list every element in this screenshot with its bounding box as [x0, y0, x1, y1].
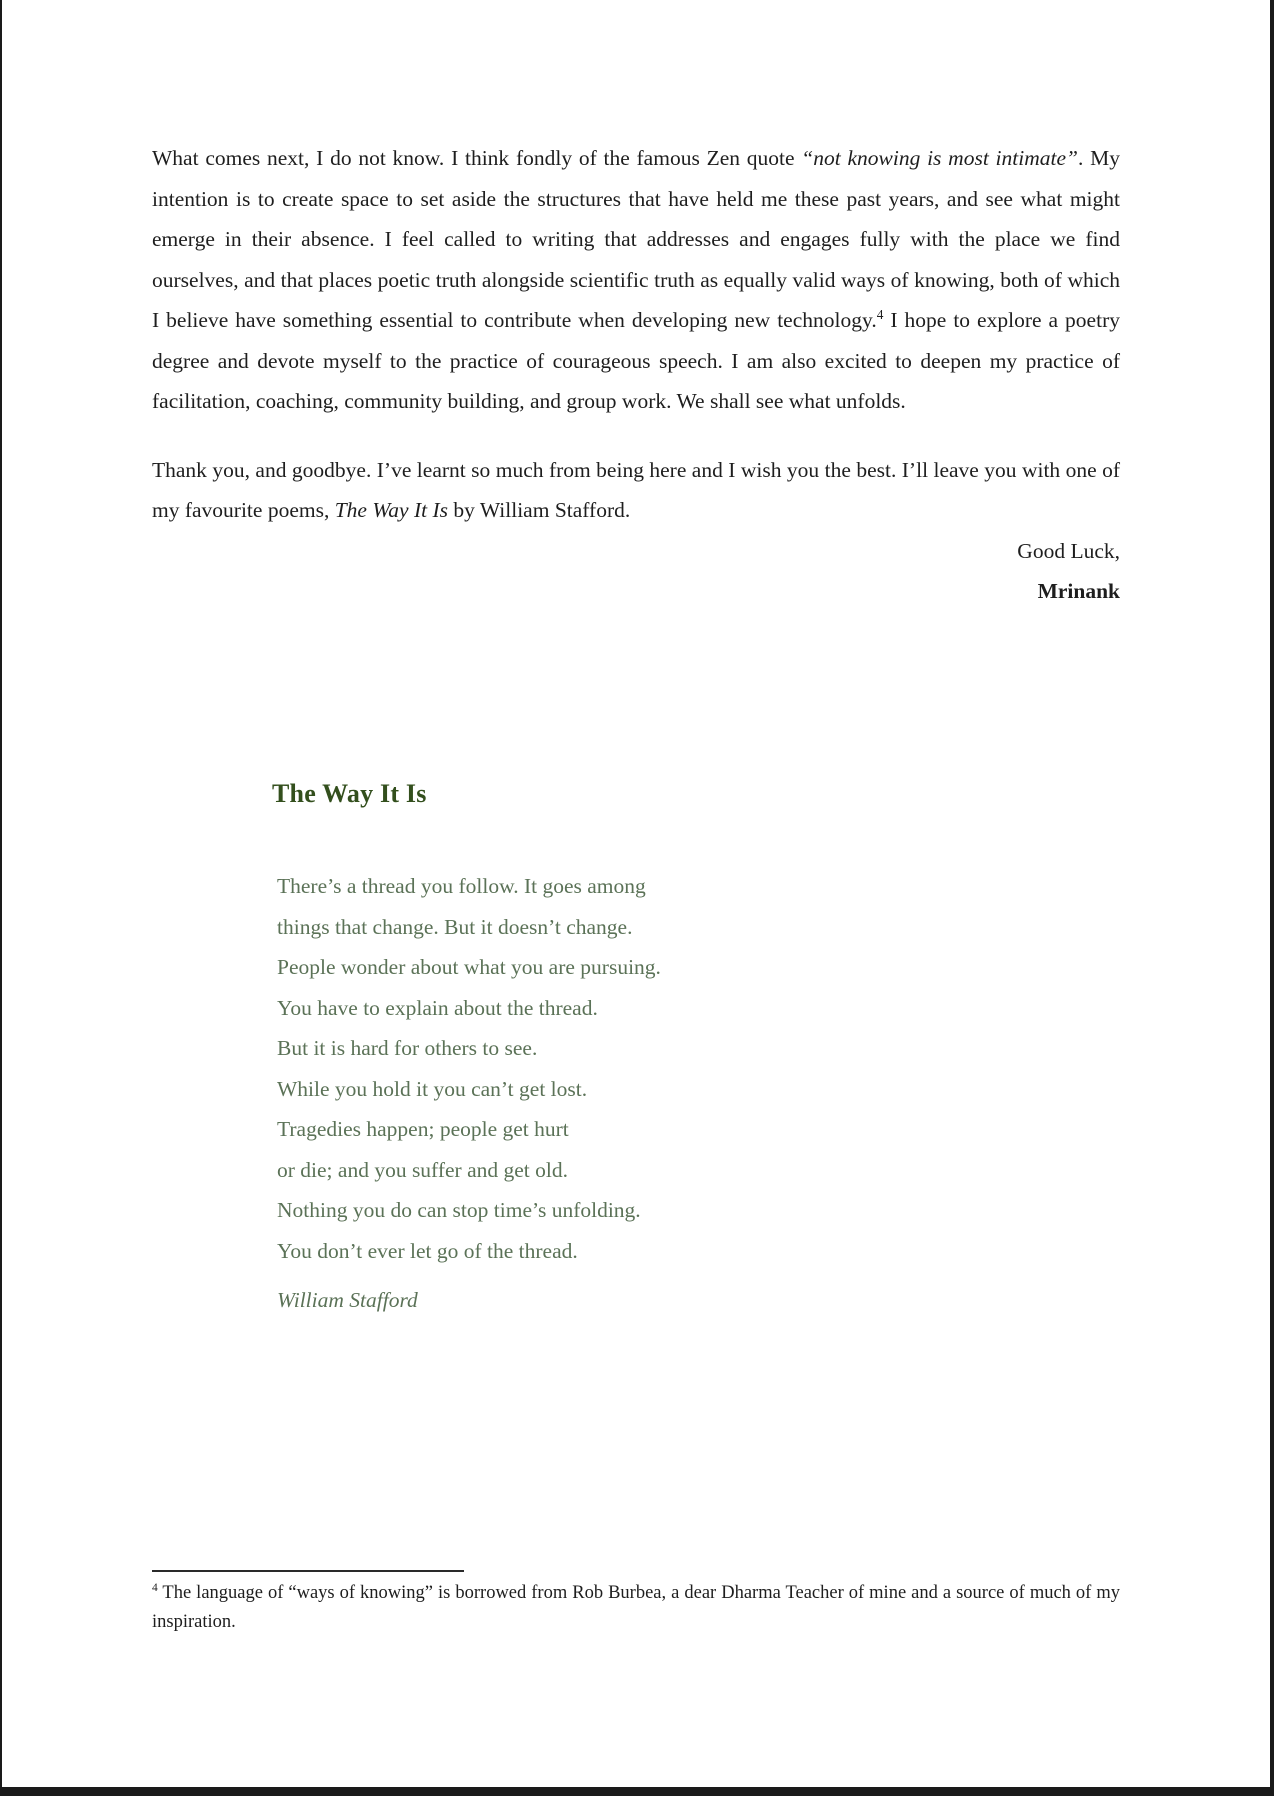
- poem-line: You don’t ever let go of the thread.: [277, 1238, 578, 1263]
- page-border-bottom: [0, 1787, 1274, 1796]
- text-segment: “not knowing is most intimate”: [801, 146, 1078, 170]
- poem-line: Tragedies happen; people get hurt: [277, 1117, 569, 1141]
- poem-line: Nothing you do can stop time’s unfolding.: [277, 1198, 641, 1222]
- text-segment: The language of “ways of knowing” is borrowed from Rob Burbea, a dear Dharma Teacher of mine and a source of much of my inspiration.: [152, 1583, 1120, 1632]
- poem-line: People wonder about what you are pursuing.: [277, 955, 661, 979]
- signoff-block: [152, 531, 1120, 612]
- text-segment: . My intention is to create space to set aside the structures that have held me these past years, and see what might emerge in their absence. I feel called to writing that addresses and engages fully with the place we find ourselves, and that places poetic truth alongside scientific truth as equally valid ways of knowing, both of which I believe have something essential to contribute when developing new technology.: [152, 146, 1120, 332]
- letter-paragraph-2: [152, 450, 1120, 531]
- footnote-marker: 4: [152, 1581, 158, 1594]
- page-border-left: [0, 0, 2, 1796]
- poem-line: While you hold it you can’t get lost.: [277, 1076, 588, 1101]
- page-border-right: [1270, 0, 1274, 1796]
- letter-body: [152, 138, 1120, 612]
- footnote-text: [152, 1579, 1120, 1637]
- text-segment: I hope to explore a poetry degree and devote myself to the practice of courageous speech. I am also excited to deepen my practice of facilitation, coaching, community building, and group work. We shall see what unfolds.: [152, 308, 1120, 413]
- signoff-text: Good Luck,: [1017, 538, 1120, 563]
- poem-line: You have to explain about the thread.: [277, 995, 598, 1020]
- footnote-divider: [152, 1570, 464, 1572]
- poem-line: There’s a thread you follow. It goes among: [277, 874, 646, 898]
- signature-name: Mrinank: [1037, 579, 1120, 603]
- poem-line: things that change. But it doesn’t change.: [277, 914, 633, 939]
- text-segment: by William Stafford.: [447, 498, 631, 522]
- poem-title: The Way It Is: [272, 779, 427, 808]
- footnote-marker: 4: [876, 306, 884, 322]
- text-segment: What comes next, I do not know. I think fondly of the famous Zen quote: [152, 146, 802, 170]
- text-segment: The Way It Is: [334, 498, 448, 522]
- poem-body: [277, 866, 661, 1271]
- poem-line: But it is hard for others to see.: [277, 1036, 538, 1060]
- text-segment: Thank you, and goodbye. I’ve learnt so much from being here and I wish you the best. I’ll leave you with one of my favourite poems,: [152, 457, 1120, 522]
- letter-paragraph-1: [152, 138, 1120, 422]
- poem-attribution: William Stafford: [277, 1288, 418, 1312]
- poem-line: or die; and you suffer and get old.: [277, 1157, 568, 1182]
